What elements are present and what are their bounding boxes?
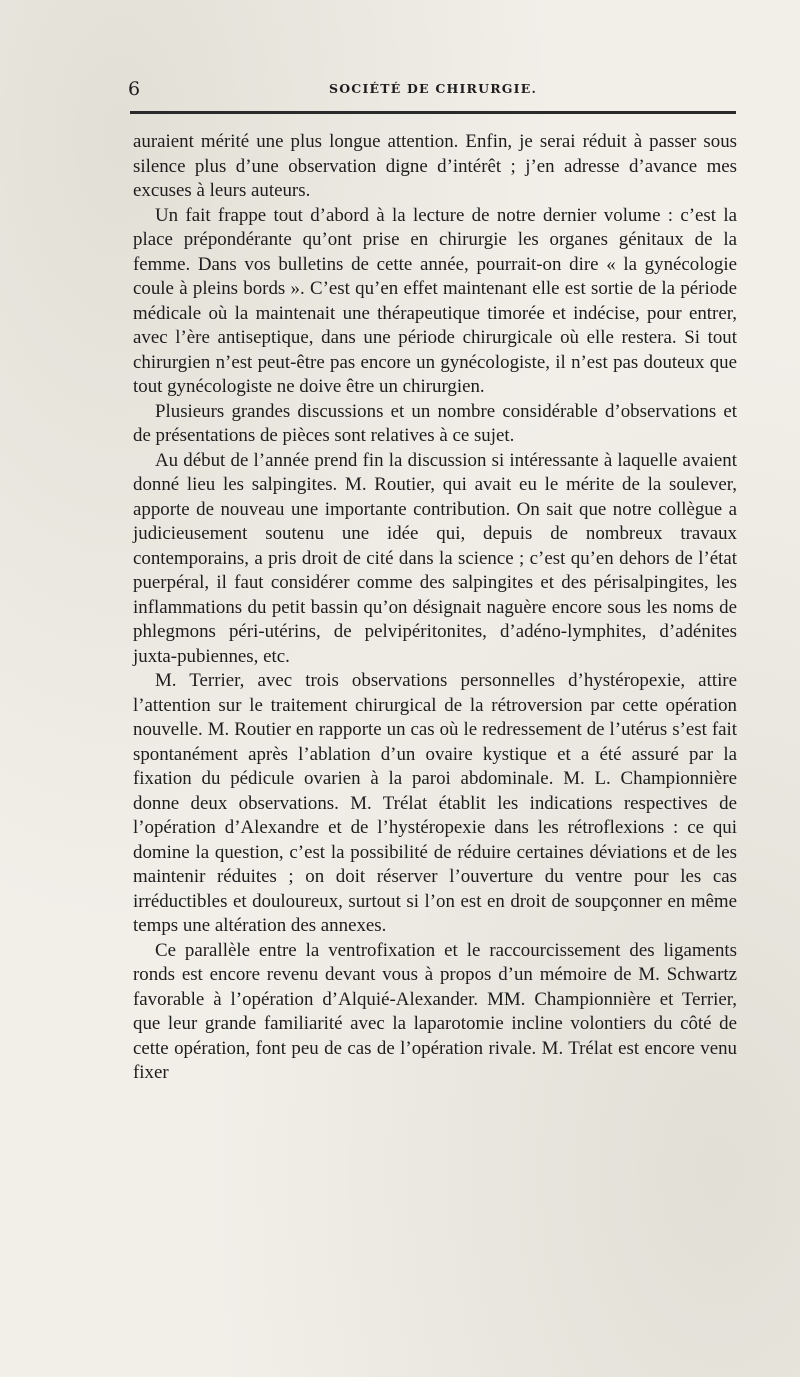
paragraph-3: Plusieurs grandes discussions et un nombre considérable d’observations et de présentations de pièces sont relatives à ce sujet. — [133, 400, 737, 446]
page-number: 6 — [128, 78, 141, 100]
paragraph-4: Au début de l’année prend fin la discussion si intéressante à laquelle avaient donné lieu les salpingites. M. Routier, qui avait eu le mérite de la soulever, apporte de nouveau une importante contribution. On sait que notre collègue a judicieusement soutenu une idée qui, depuis de nombreux travaux contemporains, a pris droit de cité dans la science ; c’est qu’en dehors de l’état puerpéral, il faut considérer comme des salpingites et des périsalpingites, les inflammations du petit bassin qu’on désignait naguère encore sous les noms de phlegmons péri-utérins, de pelvipéritonites, d’adéno-lymphites, d’adénites juxta-pubiennes, etc. — [133, 449, 737, 667]
paragraph-5: M. Terrier, avec trois observations personnelles d’hystéropexie, attire l’attention sur le traitement chirurgical de la rétroversion par cette opération nouvelle. M. Routier en rapporte un cas où le redressement de l’utérus s’est fait spontanément après l’ablation d’un ovaire kystique et a été assuré par la fixation du pédicule ovarien à la paroi abdominale. M. L. Championnière donne deux observations. M. Trélat établit les indications respectives de l’opération d’Alexandre et de l’hystéropexie dans les rétroflexions : ce qui domine la question, c’est la possibilité de réduire certaines déviations et de les maintenir réduites ; on doit réserver l’ouverture du ventre pour les cas irréductibles et douloureux, surtout si l’on est en droit de soupçonner en même temps une altération des annexes. — [133, 670, 737, 936]
paragraph-6: Ce parallèle entre la ventrofixation et le raccourcissement des ligaments ronds est encore revenu devant vous à propos d’un mémoire de M. Schwartz favorable à l’opération d’Alquié-Alexander. MM. Championnière et Terrier, que leur grande familiarité avec la laparotomie incline volontiers du côté de cette opération, font peu de cas de l’opération rivale. M. Trélat est encore venu fixer — [133, 939, 737, 1083]
page-header — [128, 78, 738, 102]
running-title: SOCIÉTÉ DE CHIRURGIE. — [328, 81, 538, 96]
header-rule — [130, 111, 736, 114]
body-text — [133, 130, 737, 1086]
paragraph-2: Un fait frappe tout d’abord à la lecture de notre dernier volume : c’est la place prépondérante qu’ont prise en chirurgie les organes génitaux de la femme. Dans vos bulletins de cette année, pourrait-on dire « la gynécologie coule à pleins bords ». C’est qu’en effet maintenant elle est sortie de la période médicale où la maintenait une thérapeutique timorée et indécise, pour entrer, avec l’ère antiseptique, dans une période chirurgicale où elle restera. Si tout chirurgien n’est peut-être pas encore un gynécologiste, il n’est pas douteux que tout gynécologiste ne doive être un chirurgien. — [133, 204, 737, 397]
paragraph-1: auraient mérité une plus longue attention. Enfin, je serai réduit à passer sous silence plus d’une observation digne d’intérêt ; j’en adresse d’avance mes excuses à leurs auteurs. — [133, 131, 737, 201]
